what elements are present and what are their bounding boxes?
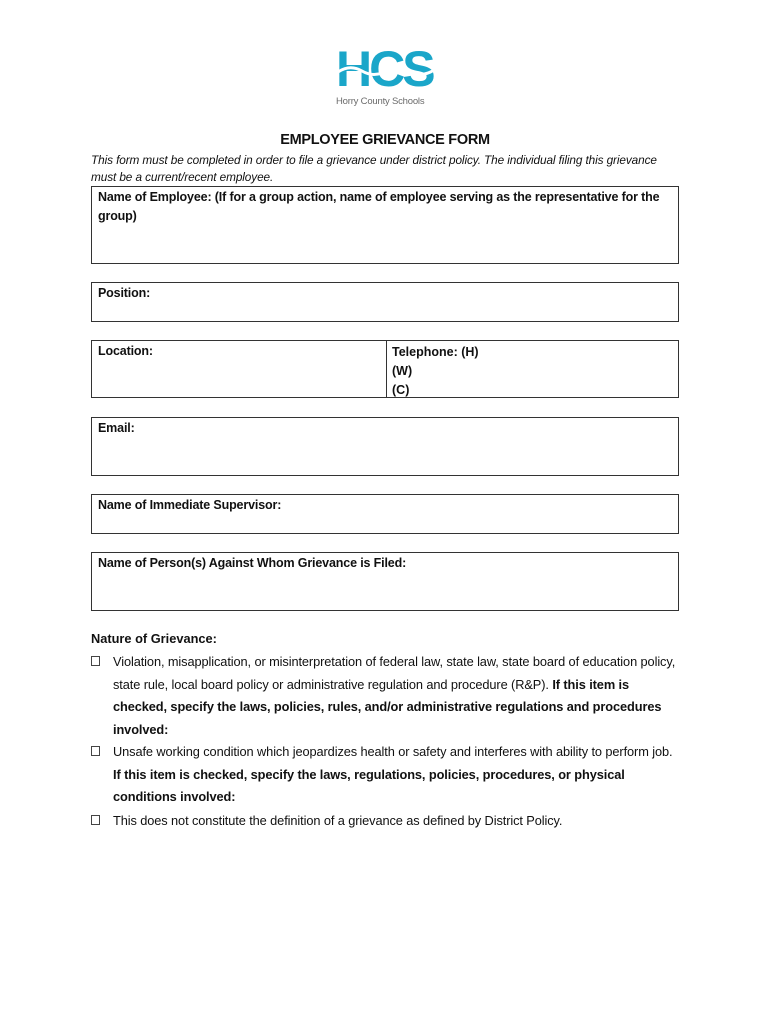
supervisor-field[interactable] bbox=[91, 494, 679, 534]
grievance-option bbox=[91, 651, 681, 741]
telephone-cell-label: (C) bbox=[392, 383, 410, 397]
option-text: Violation, misapplication, or misinterpretation of federal law, state law, state board of education policy, state rule, local board policy or administrative regulation and procedure (R&P). bbox=[113, 654, 676, 692]
logo-subtitle: Horry County Schools bbox=[336, 96, 425, 107]
telephone-work-label: (W) bbox=[392, 364, 413, 378]
email-label: Email: bbox=[98, 421, 135, 435]
position-field[interactable] bbox=[91, 282, 679, 322]
telephone-home-label: Telephone: (H) bbox=[392, 345, 479, 359]
against-field[interactable] bbox=[91, 552, 679, 611]
form-intro: This form must be completed in order to file a grievance under district policy. The individual filing this grievance must be a current/recent employee. bbox=[91, 153, 657, 184]
form-title: EMPLOYEE GRIEVANCE FORM bbox=[280, 132, 490, 148]
option-text: Unsafe working condition which jeopardizes health or safety and interferes with ability to perform job. bbox=[113, 744, 673, 759]
location-label: Location: bbox=[98, 344, 153, 358]
employee-name-label: Name of Employee: (If for a group action, name of employee serving as the representative for the group) bbox=[98, 190, 660, 223]
location-telephone-row bbox=[91, 340, 679, 398]
supervisor-label: Name of Immediate Supervisor: bbox=[98, 498, 282, 512]
hcs-logo bbox=[336, 41, 436, 112]
checkbox[interactable] bbox=[91, 656, 100, 666]
employee-name-field[interactable] bbox=[91, 186, 679, 264]
grievance-option-text bbox=[113, 810, 681, 833]
grievance-option bbox=[91, 741, 681, 809]
checkbox[interactable] bbox=[91, 815, 100, 825]
option-text: This does not constitute the definition of a grievance as defined by District Policy. bbox=[113, 813, 563, 828]
grievance-option bbox=[91, 810, 681, 833]
against-label: Name of Person(s) Against Whom Grievance is Filed: bbox=[98, 556, 407, 570]
checkbox[interactable] bbox=[91, 746, 100, 756]
telephone-block[interactable] bbox=[392, 343, 479, 400]
nature-heading: Nature of Grievance: bbox=[91, 631, 217, 646]
grievance-option-text bbox=[113, 741, 681, 809]
option-instruction: If this item is checked, specify the laws, policies, rules, and/or administrative regulations and procedures involved: bbox=[113, 676, 662, 737]
wave-icon bbox=[338, 62, 434, 78]
option-instruction: If this item is checked, specify the laws, regulations, policies, procedures, or physical conditions involved: bbox=[113, 766, 625, 804]
email-field[interactable] bbox=[91, 417, 679, 476]
cell-divider bbox=[386, 341, 387, 397]
position-label: Position: bbox=[98, 286, 151, 300]
logo-letters: HCS bbox=[336, 41, 433, 97]
grievance-option-text bbox=[113, 651, 681, 741]
